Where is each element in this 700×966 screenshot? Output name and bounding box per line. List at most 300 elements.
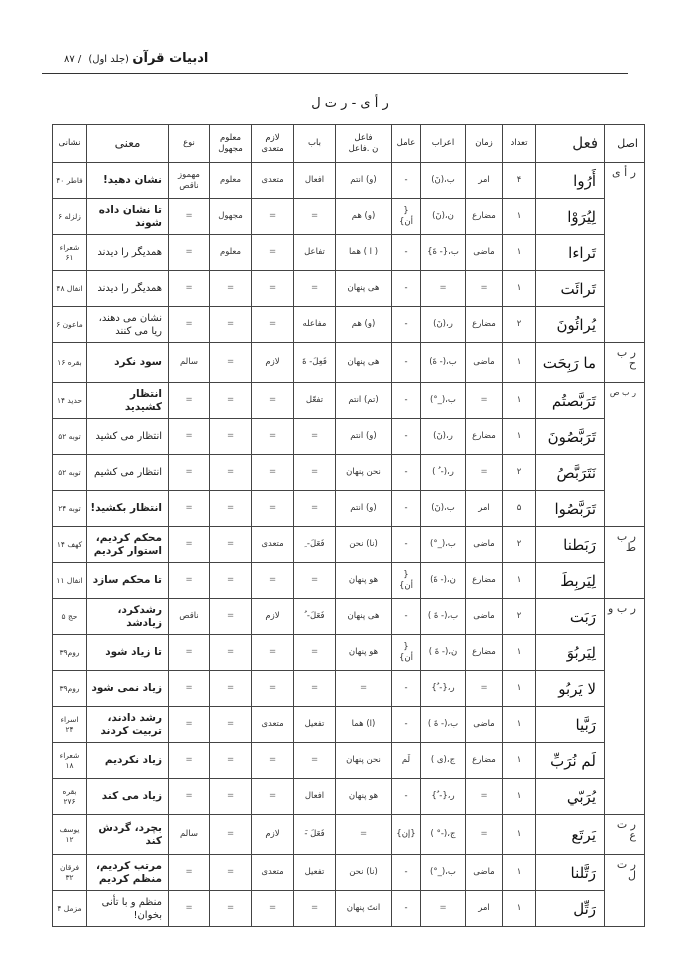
subject-cell: هی پنهان — [336, 271, 392, 307]
tense-cell: امر — [466, 491, 503, 527]
subject-cell: (ا) هما — [336, 707, 392, 743]
table-row — [53, 455, 645, 491]
irab-cell: ب،(- ةَ ) — [421, 599, 466, 635]
bab-cell: = — [294, 635, 336, 671]
table-row — [53, 271, 645, 307]
address-cell: یوسف ۱۲ — [53, 815, 87, 855]
table-row — [53, 891, 645, 927]
subject-cell: هو پنهان — [336, 563, 392, 599]
amil-cell: { أن} — [392, 199, 421, 235]
tense-cell: مضارع — [466, 743, 503, 779]
irab-cell: ر،(- ُ ) — [421, 455, 466, 491]
voice-cell: مجهول — [210, 199, 252, 235]
address-cell: زلزله ۶ — [53, 199, 87, 235]
type-cell: = — [169, 563, 210, 599]
meaning-cell: تا زیاد شود — [87, 635, 169, 671]
bab-cell: = — [294, 743, 336, 779]
type-cell: = — [169, 307, 210, 343]
count-cell: ۱ — [503, 779, 536, 815]
bab-cell: = — [294, 455, 336, 491]
subject-cell: هی پنهان — [336, 343, 392, 383]
transitivity-cell: = — [252, 743, 294, 779]
irab-cell: ن،(نَ) — [421, 199, 466, 235]
voice-cell: = — [210, 891, 252, 927]
irab-cell: ب،{- ةَ} — [421, 235, 466, 271]
type-cell: = — [169, 419, 210, 455]
table-row — [53, 599, 645, 635]
root-cell: ر أ ی — [605, 163, 645, 343]
amil-cell: - — [392, 235, 421, 271]
col-header-voice — [210, 125, 252, 163]
tense-cell: = — [466, 455, 503, 491]
table-row — [53, 527, 645, 563]
tense-cell: مضارع — [466, 199, 503, 235]
voice-cell: = — [210, 635, 252, 671]
verb-cell: رَتَّلنا — [536, 855, 605, 891]
type-cell: = — [169, 271, 210, 307]
col-header-meaning: معنی — [87, 125, 169, 163]
amil-cell: - — [392, 599, 421, 635]
address-cell: حج ۵ — [53, 599, 87, 635]
type-cell: = — [169, 635, 210, 671]
voice-cell: = — [210, 599, 252, 635]
type-cell: = — [169, 707, 210, 743]
subject-cell: (و) انتم — [336, 163, 392, 199]
col-header-amil: عامل — [392, 125, 421, 163]
meaning-cell: نشان می دهند، ریا می کنند — [87, 307, 169, 343]
col-header-voice-line1: معلوم — [219, 132, 242, 143]
count-cell: ۲ — [503, 307, 536, 343]
transitivity-cell: = — [252, 455, 294, 491]
type-cell: = — [169, 491, 210, 527]
irab-cell: ن،(- ةَ ) — [421, 635, 466, 671]
transitivity-cell: = — [252, 235, 294, 271]
count-cell: ۱ — [503, 271, 536, 307]
verb-cell: رَتِّل — [536, 891, 605, 927]
irab-cell: ب،(- ةَ) — [421, 343, 466, 383]
amil-cell: - — [392, 855, 421, 891]
voice-cell: = — [210, 455, 252, 491]
amil-cell: - — [392, 491, 421, 527]
meaning-cell: بچرد، گردش کند — [87, 815, 169, 855]
type-cell: = — [169, 855, 210, 891]
amil-cell: { أن} — [392, 563, 421, 599]
header-divider — [42, 73, 628, 74]
irab-cell: ر،{- ُ} — [421, 671, 466, 707]
transitivity-cell: = — [252, 635, 294, 671]
count-cell: ۱ — [503, 343, 536, 383]
count-cell: ۱ — [503, 707, 536, 743]
tense-cell: امر — [466, 163, 503, 199]
voice-cell: = — [210, 707, 252, 743]
address-cell: کهف ۱۴ — [53, 527, 87, 563]
count-cell: ۱ — [503, 235, 536, 271]
transitivity-cell: متعدی — [252, 707, 294, 743]
irab-cell: ر،(نَ) — [421, 419, 466, 455]
bab-cell: تفاعل — [294, 235, 336, 271]
count-cell: ۲ — [503, 599, 536, 635]
voice-cell: = — [210, 527, 252, 563]
count-cell: ۱ — [503, 815, 536, 855]
tense-cell: ماضی — [466, 707, 503, 743]
address-cell: ماعون ۶ — [53, 307, 87, 343]
subject-cell: انتَ پنهان — [336, 891, 392, 927]
verb-cell: تَرَبَّصُونَ — [536, 419, 605, 455]
col-header-address: نشانی — [53, 125, 87, 163]
amil-cell: - — [392, 383, 421, 419]
count-cell: ۱ — [503, 635, 536, 671]
amil-cell: - — [392, 419, 421, 455]
col-header-transitivity — [252, 125, 294, 163]
transitivity-cell: = — [252, 671, 294, 707]
subject-cell: هو پنهان — [336, 635, 392, 671]
col-header-transitivity-line2: متعدی — [261, 143, 284, 154]
irab-cell: ب،(- ةَ ) — [421, 707, 466, 743]
table-row — [53, 855, 645, 891]
bab-cell: = — [294, 271, 336, 307]
voice-cell: = — [210, 383, 252, 419]
voice-cell: = — [210, 815, 252, 855]
type-cell: = — [169, 891, 210, 927]
type-cell: = — [169, 235, 210, 271]
type-cell: = — [169, 199, 210, 235]
table-row — [53, 635, 645, 671]
bab-cell: فَعَلَ- ِ — [294, 527, 336, 563]
bab-cell: = — [294, 671, 336, 707]
col-header-transitivity-line1: لازم — [265, 132, 280, 143]
subject-cell: (نا) نحن — [336, 855, 392, 891]
bab-cell: = — [294, 491, 336, 527]
voice-cell: = — [210, 307, 252, 343]
type-cell: = — [169, 455, 210, 491]
table-row — [53, 563, 645, 599]
meaning-cell: سود نکرد — [87, 343, 169, 383]
count-cell: ۴ — [503, 163, 536, 199]
verb-cell: لا يَربُو — [536, 671, 605, 707]
tense-cell: = — [466, 271, 503, 307]
transitivity-cell: متعدی — [252, 527, 294, 563]
subject-cell: (و) هم — [336, 307, 392, 343]
book-title: ادبیات قرآن — [132, 51, 209, 66]
tense-cell: = — [466, 671, 503, 707]
tense-cell: مضارع — [466, 419, 503, 455]
table-row — [53, 235, 645, 271]
tense-cell: = — [466, 383, 503, 419]
transitivity-cell: متعدی — [252, 163, 294, 199]
verb-cell: لِيَربِطَ — [536, 563, 605, 599]
meaning-cell: همدیگر را دیدند — [87, 271, 169, 307]
transitivity-cell: = — [252, 563, 294, 599]
tense-cell: ماضی — [466, 343, 503, 383]
root-cell: ر ب ح — [605, 343, 645, 383]
subject-cell: هی پنهان — [336, 599, 392, 635]
voice-cell: = — [210, 743, 252, 779]
verb-cell: رَبَت — [536, 599, 605, 635]
amil-cell: لَم — [392, 743, 421, 779]
bab-cell: افعال — [294, 163, 336, 199]
address-cell: شعراء ۶۱ — [53, 235, 87, 271]
verb-cell: نَتَرَبَّصُ — [536, 455, 605, 491]
count-cell: ۱ — [503, 199, 536, 235]
type-cell: = — [169, 743, 210, 779]
verb-cell: يَرتَع — [536, 815, 605, 855]
verb-cell: لِيَربُوَ — [536, 635, 605, 671]
address-cell: روم۳۹ — [53, 635, 87, 671]
meaning-cell: انتظار می کشیم — [87, 455, 169, 491]
irab-cell: ب،(_°) — [421, 855, 466, 891]
tense-cell: مضارع — [466, 563, 503, 599]
count-cell: ۱ — [503, 891, 536, 927]
bab-cell: = — [294, 563, 336, 599]
type-cell: = — [169, 671, 210, 707]
address-cell: توبه ۵۲ — [53, 419, 87, 455]
count-cell: ۱ — [503, 563, 536, 599]
amil-cell: - — [392, 891, 421, 927]
transitivity-cell: = — [252, 779, 294, 815]
root-cell: ر ب ص — [605, 383, 645, 527]
address-cell: توبه ۵۲ — [53, 455, 87, 491]
amil-cell: { أن} — [392, 635, 421, 671]
transitivity-cell: = — [252, 307, 294, 343]
type-cell: = — [169, 383, 210, 419]
table-row — [53, 199, 645, 235]
meaning-cell: رشدکرد، زیادشد — [87, 599, 169, 635]
verb-cell: تَرَبَّصُوا — [536, 491, 605, 527]
voice-cell: = — [210, 271, 252, 307]
count-cell: ۲ — [503, 455, 536, 491]
meaning-cell: منظم و با تأنی بخوان! — [87, 891, 169, 927]
table-row — [53, 383, 645, 419]
table-row — [53, 307, 645, 343]
amil-cell: - — [392, 271, 421, 307]
table-row — [53, 815, 645, 855]
col-header-count: تعداد — [503, 125, 536, 163]
address-cell: فرقان ۳۲ — [53, 855, 87, 891]
col-header-root: اصل — [605, 125, 645, 163]
meaning-cell: انتظار می کشید — [87, 419, 169, 455]
count-cell: ۱ — [503, 383, 536, 419]
subject-cell: هو پنهان — [336, 779, 392, 815]
verb-cell: ما رَبِحَت — [536, 343, 605, 383]
root-cell: ر ت ل — [605, 855, 645, 927]
table-row — [53, 671, 645, 707]
verb-cell: لَم نُرَبِّ — [536, 743, 605, 779]
transitivity-cell: = — [252, 271, 294, 307]
page-number: / ۸۷ — [64, 54, 82, 65]
tense-cell: ماضی — [466, 527, 503, 563]
verb-cell: أَرُوا — [536, 163, 605, 199]
meaning-cell: انتظار کشیدید — [87, 383, 169, 419]
count-cell: ۱ — [503, 419, 536, 455]
voice-cell: = — [210, 855, 252, 891]
verb-cell: تَرَبَّصتُم — [536, 383, 605, 419]
type-cell: مهموز ناقص — [169, 163, 210, 199]
col-header-voice-line2: مجهول — [218, 143, 243, 154]
meaning-cell: همدیگر را دیدند — [87, 235, 169, 271]
section-title: ر أ ی - ر ت ل — [311, 96, 389, 111]
irab-cell: ج،(-° ) — [421, 815, 466, 855]
address-cell: روم۳۹ — [53, 671, 87, 707]
irab-cell: ج،(ی ) — [421, 743, 466, 779]
bab-cell: = — [294, 199, 336, 235]
running-header — [64, 50, 208, 69]
amil-cell: - — [392, 163, 421, 199]
subject-cell: نحن پنهان — [336, 743, 392, 779]
amil-cell: - — [392, 343, 421, 383]
irab-cell: ب،(_°) — [421, 383, 466, 419]
verb-cell: يُرَبّي — [536, 779, 605, 815]
bab-cell: فَعَلَ -َ — [294, 815, 336, 855]
transitivity-cell: = — [252, 891, 294, 927]
meaning-cell: نشان دهید! — [87, 163, 169, 199]
irab-cell: ب،(نَ) — [421, 491, 466, 527]
transitivity-cell: = — [252, 419, 294, 455]
transitivity-cell: = — [252, 199, 294, 235]
tense-cell: امر — [466, 891, 503, 927]
count-cell: ۲ — [503, 527, 536, 563]
table-row — [53, 343, 645, 383]
tense-cell: ماضی — [466, 235, 503, 271]
voice-cell: معلوم — [210, 235, 252, 271]
table-row — [53, 707, 645, 743]
meaning-cell: تا نشان داده شوند — [87, 199, 169, 235]
transitivity-cell: لازم — [252, 343, 294, 383]
col-header-verb: فعل — [536, 125, 605, 163]
meaning-cell: محکم کردیم، استوار کردیم — [87, 527, 169, 563]
transitivity-cell: = — [252, 383, 294, 419]
address-cell: مزمل ۴ — [53, 891, 87, 927]
irab-cell: ر،(نَ) — [421, 307, 466, 343]
bab-cell: = — [294, 891, 336, 927]
voice-cell: = — [210, 491, 252, 527]
subject-cell: = — [336, 671, 392, 707]
address-cell: شعراء ۱۸ — [53, 743, 87, 779]
meaning-cell: انتظار بکشید! — [87, 491, 169, 527]
irab-cell: = — [421, 271, 466, 307]
bab-cell: تفعیل — [294, 855, 336, 891]
meaning-cell: زیاد می کند — [87, 779, 169, 815]
verb-analysis-table — [52, 124, 645, 927]
table-header-row — [53, 125, 645, 163]
voice-cell: = — [210, 563, 252, 599]
amil-cell: - — [392, 707, 421, 743]
col-header-subject-line1: فاعل — [354, 132, 373, 143]
table-row — [53, 163, 645, 199]
root-cell: ر ب و — [605, 599, 645, 815]
table-body — [53, 163, 645, 927]
meaning-cell: رشد دادند، تربیت کردند — [87, 707, 169, 743]
bab-cell: مفاعله — [294, 307, 336, 343]
transitivity-cell: لازم — [252, 815, 294, 855]
verb-cell: لِيُرَوْا — [536, 199, 605, 235]
col-header-tense: زمان — [466, 125, 503, 163]
count-cell: ۱ — [503, 671, 536, 707]
subject-cell: (و) هم — [336, 199, 392, 235]
address-cell: بقره ۱۶ — [53, 343, 87, 383]
count-cell: ۵ — [503, 491, 536, 527]
tense-cell: مضارع — [466, 307, 503, 343]
subject-cell: = — [336, 815, 392, 855]
tense-cell: ماضی — [466, 599, 503, 635]
col-header-subject-line2: ن .فاعل — [348, 143, 379, 154]
subject-cell: (نا) نحن — [336, 527, 392, 563]
page-header — [60, 50, 630, 72]
transitivity-cell: = — [252, 491, 294, 527]
subject-cell: نحن پنهان — [336, 455, 392, 491]
root-cell: ر ب ط — [605, 527, 645, 599]
meaning-cell: تا محکم سازد — [87, 563, 169, 599]
meaning-cell: زیاد نمی شود — [87, 671, 169, 707]
verb-cell: يُرائُونَ — [536, 307, 605, 343]
irab-cell: ب،(_°) — [421, 527, 466, 563]
voice-cell: = — [210, 671, 252, 707]
col-header-irab: اعراب — [421, 125, 466, 163]
bab-cell: تفعّل — [294, 383, 336, 419]
amil-cell: - — [392, 307, 421, 343]
irab-cell: ر،{- ُ} — [421, 779, 466, 815]
amil-cell: - — [392, 527, 421, 563]
type-cell: = — [169, 779, 210, 815]
bab-cell: افعال — [294, 779, 336, 815]
voice-cell: = — [210, 419, 252, 455]
meaning-cell: زیاد نکردیم — [87, 743, 169, 779]
volume-label: (جلد اول) — [88, 54, 129, 65]
count-cell: ۱ — [503, 855, 536, 891]
address-cell: حدید ۱۴ — [53, 383, 87, 419]
verb-cell: تَراءا — [536, 235, 605, 271]
irab-cell: ب،(نَ) — [421, 163, 466, 199]
subject-cell: (و) انتم — [336, 419, 392, 455]
verb-cell: تَرائَت — [536, 271, 605, 307]
verb-cell: رَبَّيا — [536, 707, 605, 743]
subject-cell: ( ا ) هما — [336, 235, 392, 271]
irab-cell: ن،(- ةَ) — [421, 563, 466, 599]
amil-cell: - — [392, 779, 421, 815]
type-cell: = — [169, 527, 210, 563]
tense-cell: ماضی — [466, 855, 503, 891]
address-cell: فاطر ۴۰ — [53, 163, 87, 199]
address-cell: انفال ۱۱ — [53, 563, 87, 599]
table-row — [53, 419, 645, 455]
bab-cell: تفعیل — [294, 707, 336, 743]
col-header-subject — [336, 125, 392, 163]
table-row — [53, 779, 645, 815]
col-header-bab: باب — [294, 125, 336, 163]
tense-cell: مضارع — [466, 635, 503, 671]
address-cell: بقره ۲۷۶ — [53, 779, 87, 815]
amil-cell: - — [392, 455, 421, 491]
voice-cell: معلوم — [210, 163, 252, 199]
subject-cell: (و) انتم — [336, 491, 392, 527]
count-cell: ۱ — [503, 743, 536, 779]
address-cell: انفال ۴۸ — [53, 271, 87, 307]
root-cell: ر ت ع — [605, 815, 645, 855]
verb-cell: رَبَطنا — [536, 527, 605, 563]
bab-cell: = — [294, 419, 336, 455]
type-cell: سالم — [169, 343, 210, 383]
type-cell: سالم — [169, 815, 210, 855]
amil-cell: - — [392, 671, 421, 707]
table-row — [53, 743, 645, 779]
tense-cell: = — [466, 815, 503, 855]
type-cell: ناقص — [169, 599, 210, 635]
col-header-type: نوع — [169, 125, 210, 163]
transitivity-cell: لازم — [252, 599, 294, 635]
voice-cell: = — [210, 779, 252, 815]
amil-cell: {إن} — [392, 815, 421, 855]
bab-cell: فَعَلَ- ُ — [294, 599, 336, 635]
address-cell: اسراء ۲۴ — [53, 707, 87, 743]
